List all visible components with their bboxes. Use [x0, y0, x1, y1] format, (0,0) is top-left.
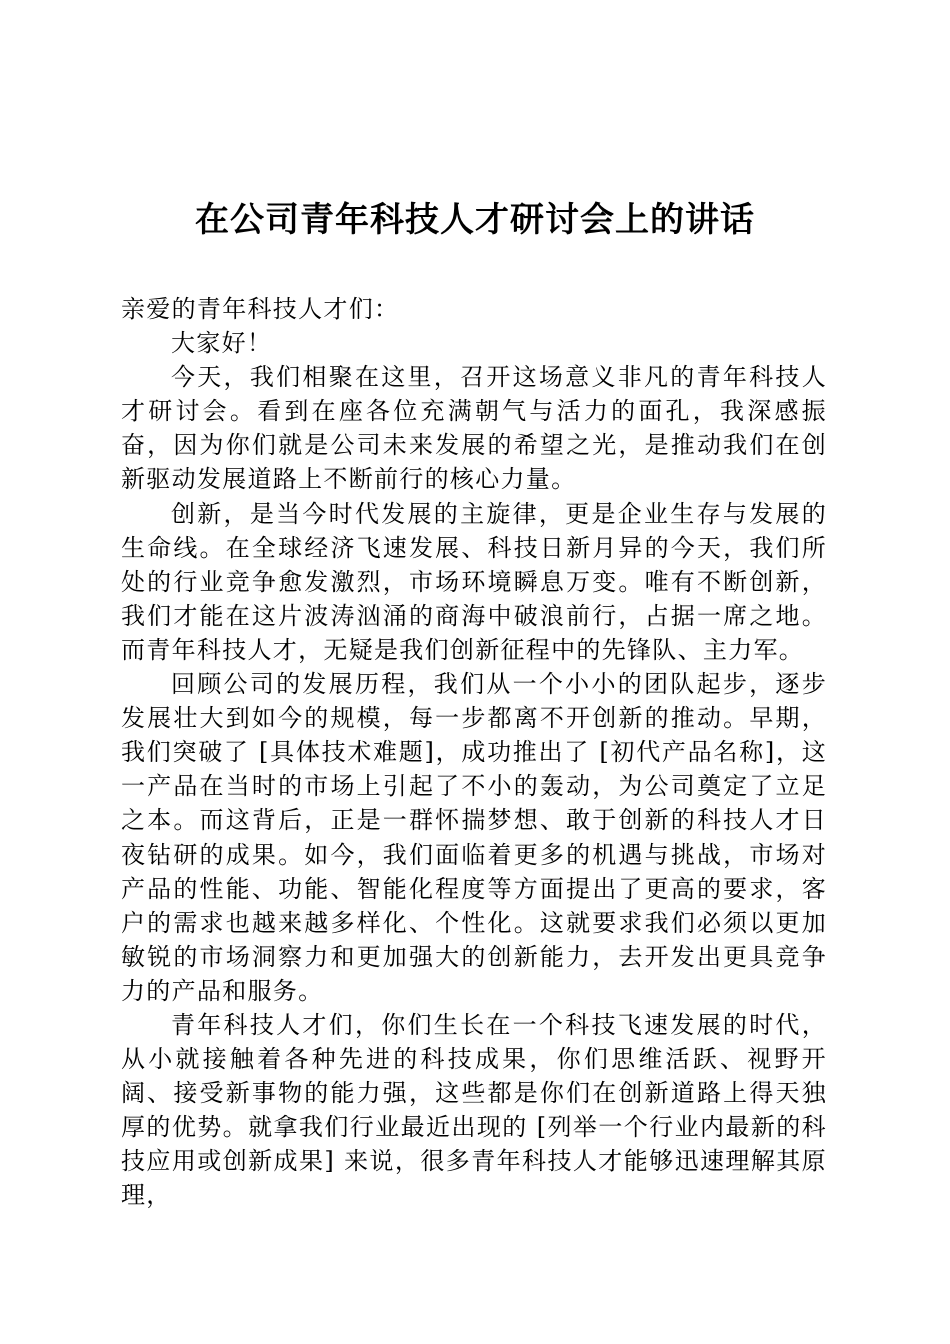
document-body [121, 292, 827, 1213]
salutation: 亲爱的青年科技人才们： [121, 295, 400, 323]
paragraph: 今天，我们相聚在这里，召开这场意义非凡的青年科技人才研讨会。看到在座各位充满朝气与活力的面孔，我深感振奋，因为你们就是公司未来发展的希望之光，是推动我们在创新驱动发展道路上不断前行的核心力量。 [121, 363, 827, 494]
paragraph: 创新，是当今时代发展的主旋律，更是企业生存与发展的生命线。在全球经济飞速发展、科技日新月异的今天，我们所处的行业竞争愈发激烈，市场环境瞬息万变。唯有不断创新，我们才能在这片波涛汹涌的商海中破浪前行，占据一席之地。而青年科技人才，无疑是我们创新征程中的先锋队、主力军。 [121, 499, 827, 664]
paragraph: 青年科技人才们，你们生长在一个科技飞速发展的时代，从小就接触着各种先进的科技成果，你们思维活跃、视野开阔、接受新事物的能力强，这些都是你们在创新道路上得天独厚的优势。就拿我们行业最近出现的 [列举一个行业内最新的科技应用或创新成果] 来说，很多青年科技人才能够迅速理解其原理， [121, 1010, 827, 1210]
paragraph-greeting: 大家好！ [171, 329, 273, 358]
paragraph: 回顾公司的发展历程，我们从一个小小的团队起步，逐步发展壮大到如今的规模，每一步都离不开创新的推动。早期，我们突破了 [具体技术难题]，成功推出了 [初代产品名称]，这一产品在当时的市场上引起了不小的轰动，为公司奠定了立足之本。而这背后，正是一群怀揣梦想、敢于创新的科技人才日夜钻研的成果。如今，我们面临着更多的机遇与挑战，市场对产品的性能、功能、智能化程度等方面提出了更高的要求，客户的需求也越来越多样化、个性化。这就要求我们必须以更加敏锐的市场洞察力和更加强大的创新能力，去开发出更具竞争力的产品和服务。 [121, 670, 827, 1005]
page-title: 在公司青年科技人才研讨会上的讲话 [195, 200, 755, 240]
